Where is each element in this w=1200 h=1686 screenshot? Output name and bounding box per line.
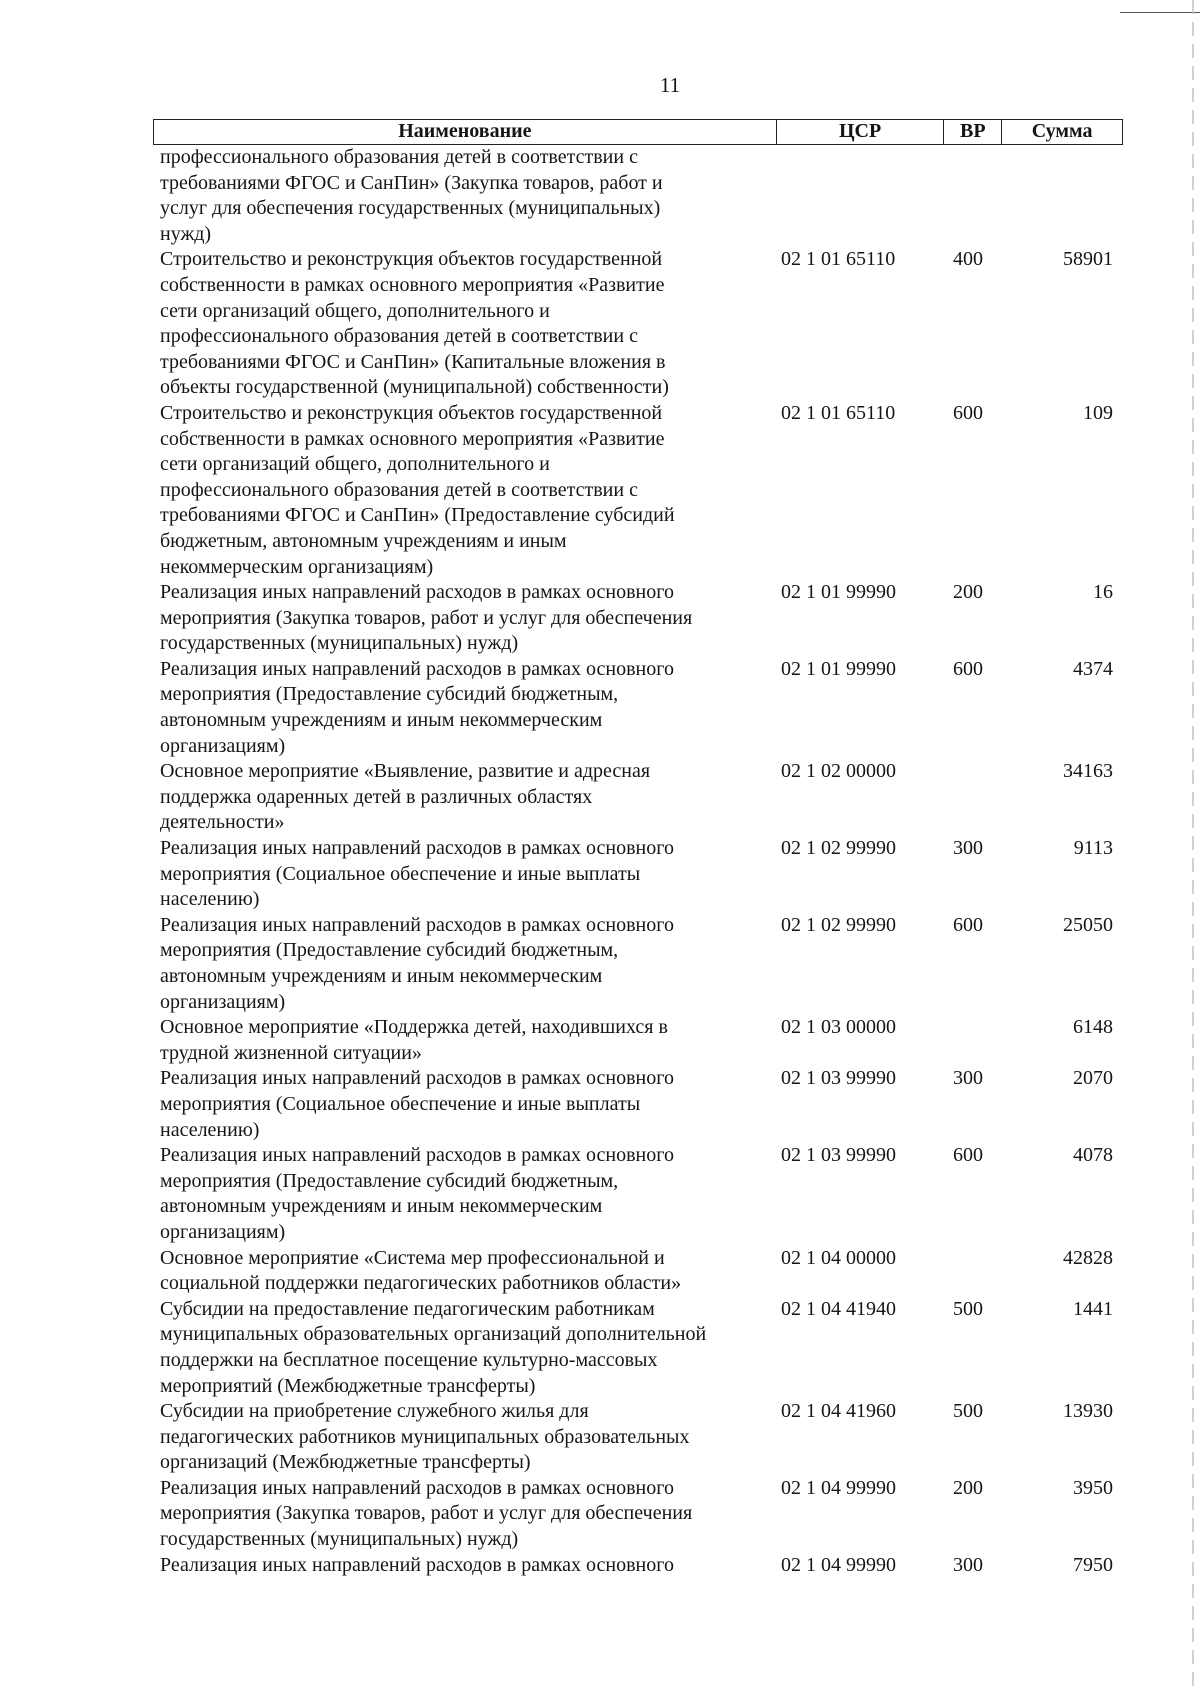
row-name: Реализация иных направлений расходов в рамках основного мероприятия (Закупка товаров, работ и услуг для обеспечения государственных (муниципальных) нужд) [160, 581, 693, 655]
row-vr: 500 [953, 1400, 983, 1423]
row-csr: 02 1 03 99990 [781, 1067, 896, 1090]
row-csr: 02 1 02 99990 [781, 837, 896, 860]
row-csr: 02 1 01 99990 [781, 657, 896, 680]
header-name: Наименование [154, 120, 777, 144]
row-name: Реализация иных направлений расходов в рамках основного мероприятия (Социальное обеспечение и иные выплаты населению) [160, 837, 674, 911]
row-name: Основное мероприятие «Поддержка детей, находившихся в трудной жизненной ситуации» [160, 1016, 668, 1064]
row-vr: 600 [953, 913, 983, 936]
row-name: Строительство и реконструкция объектов государственной собственности в рамках основного мероприятия «Развитие сети организаций общего, дополнительного и профессионального образования детей в соответствии с требованиями ФГОС и СанПин» (Предоставление субсидий бюджетным, автономным учреждениям и иным некоммерческим организациям) [160, 401, 675, 578]
row-sum: 16 [1093, 581, 1113, 604]
row-vr: 300 [953, 1553, 983, 1576]
row-name: Реализация иных направлений расходов в рамках основного [160, 1553, 674, 1576]
row-csr: 02 1 03 99990 [781, 1144, 896, 1167]
row-vr: 300 [953, 837, 983, 860]
row-sum: 7950 [1073, 1553, 1113, 1576]
table-row [153, 580, 1123, 657]
scan-edge-mark [1120, 12, 1200, 13]
row-csr: 02 1 04 00000 [781, 1246, 896, 1269]
table-row [153, 247, 1123, 401]
row-name: Реализация иных направлений расходов в рамках основного мероприятия (Предоставление субсидий бюджетным, автономным учреждениям и иным некоммерческим организациям) [160, 657, 674, 757]
table-row [153, 836, 1123, 913]
header-vr: ВР [944, 120, 1002, 144]
row-name: Строительство и реконструкция объектов государственной собственности в рамках основного мероприятия «Развитие сети организаций общего, дополнительного и профессионального образования детей в соответствии с требованиями ФГОС и СанПин» (Капитальные вложения в объекты государственной (муниципальной) собственности) [160, 248, 669, 399]
row-sum: 109 [1083, 401, 1113, 424]
row-name: Реализация иных направлений расходов в рамках основного мероприятия (Предоставление субсидий бюджетным, автономным учреждениям и иным некоммерческим организациям) [160, 1144, 674, 1243]
row-sum: 58901 [1063, 248, 1113, 271]
table-row [153, 1015, 1123, 1066]
row-vr: 500 [953, 1297, 983, 1320]
table-row [153, 1066, 1123, 1143]
table-row [153, 759, 1123, 836]
row-sum: 6148 [1073, 1016, 1113, 1039]
row-csr: 02 1 01 99990 [781, 581, 896, 604]
row-csr: 02 1 04 99990 [781, 1476, 896, 1499]
table-row [153, 913, 1123, 1015]
table-row [153, 145, 1123, 247]
row-csr: 02 1 04 41940 [781, 1297, 896, 1320]
table-header [153, 119, 1123, 145]
table-row [153, 1476, 1123, 1553]
row-name: Субсидии на приобретение служебного жилья для педагогических работников муниципальных образовательных организаций (Межбюджетные трансферты) [160, 1400, 690, 1474]
row-name: Реализация иных направлений расходов в рамках основного мероприятия (Предоставление субсидий бюджетным, автономным учреждениям и иным некоммерческим организациям) [160, 913, 674, 1013]
table-row [153, 1143, 1123, 1245]
row-sum: 4374 [1073, 657, 1113, 680]
header-sum: Сумма [1031, 120, 1093, 142]
table-row [153, 1399, 1123, 1476]
row-vr: 600 [953, 657, 983, 680]
row-vr: 200 [953, 1476, 983, 1499]
row-name: Реализация иных направлений расходов в рамках основного мероприятия (Закупка товаров, работ и услуг для обеспечения государственных (муниципальных) нужд) [160, 1476, 693, 1551]
row-vr: 600 [953, 401, 983, 424]
table-row [153, 401, 1123, 580]
row-name: Основное мероприятие «Система мер профессиональной и социальной поддержки педагогических работников области» [160, 1246, 682, 1295]
row-name: Основное мероприятие «Выявление, развитие и адресная поддержка одаренных детей в различных областях деятельности» [160, 760, 651, 834]
table-body [153, 145, 1123, 1578]
scan-edge [1192, 0, 1194, 1686]
row-sum: 42828 [1063, 1246, 1113, 1269]
table-row [153, 1553, 1123, 1579]
row-csr: 02 1 04 41960 [781, 1400, 896, 1423]
row-vr: 300 [953, 1067, 983, 1090]
row-sum: 34163 [1063, 760, 1113, 783]
row-sum: 25050 [1063, 913, 1113, 936]
row-csr: 02 1 01 65110 [781, 248, 896, 271]
page-number: 11 [659, 73, 681, 97]
row-csr: 02 1 02 00000 [781, 760, 896, 783]
row-csr: 02 1 04 99990 [781, 1553, 896, 1576]
row-csr: 02 1 02 99990 [781, 913, 896, 936]
row-vr: 200 [953, 581, 983, 604]
row-vr: 400 [953, 248, 983, 271]
row-name: Реализация иных направлений расходов в рамках основного мероприятия (Социальное обеспечение и иные выплаты населению) [160, 1067, 674, 1141]
budget-table [153, 119, 1123, 1578]
row-sum: 2070 [1073, 1067, 1113, 1090]
row-name: профессионального образования детей в соответствии с требованиями ФГОС и СанПин» (Закупка товаров, работ и услуг для обеспечения государственных (муниципальных) нужд) [160, 146, 663, 245]
row-sum: 3950 [1073, 1476, 1113, 1499]
row-csr: 02 1 03 00000 [781, 1016, 896, 1039]
header-csr: ЦСР [777, 120, 945, 144]
row-sum: 9113 [1073, 837, 1113, 860]
table-row [153, 657, 1123, 759]
table-row [153, 1297, 1123, 1399]
row-sum: 4078 [1073, 1144, 1113, 1167]
row-csr: 02 1 01 65110 [781, 401, 896, 424]
row-vr: 600 [953, 1144, 983, 1167]
row-sum: 13930 [1063, 1400, 1113, 1423]
row-name: Субсидии на предоставление педагогическим работникам муниципальных образовательных организаций дополнительной поддержки на бесплатное посещение культурно-массовых мероприятий (Межбюджетные трансферты) [160, 1297, 707, 1397]
table-row [153, 1246, 1123, 1297]
row-sum: 1441 [1073, 1297, 1113, 1320]
